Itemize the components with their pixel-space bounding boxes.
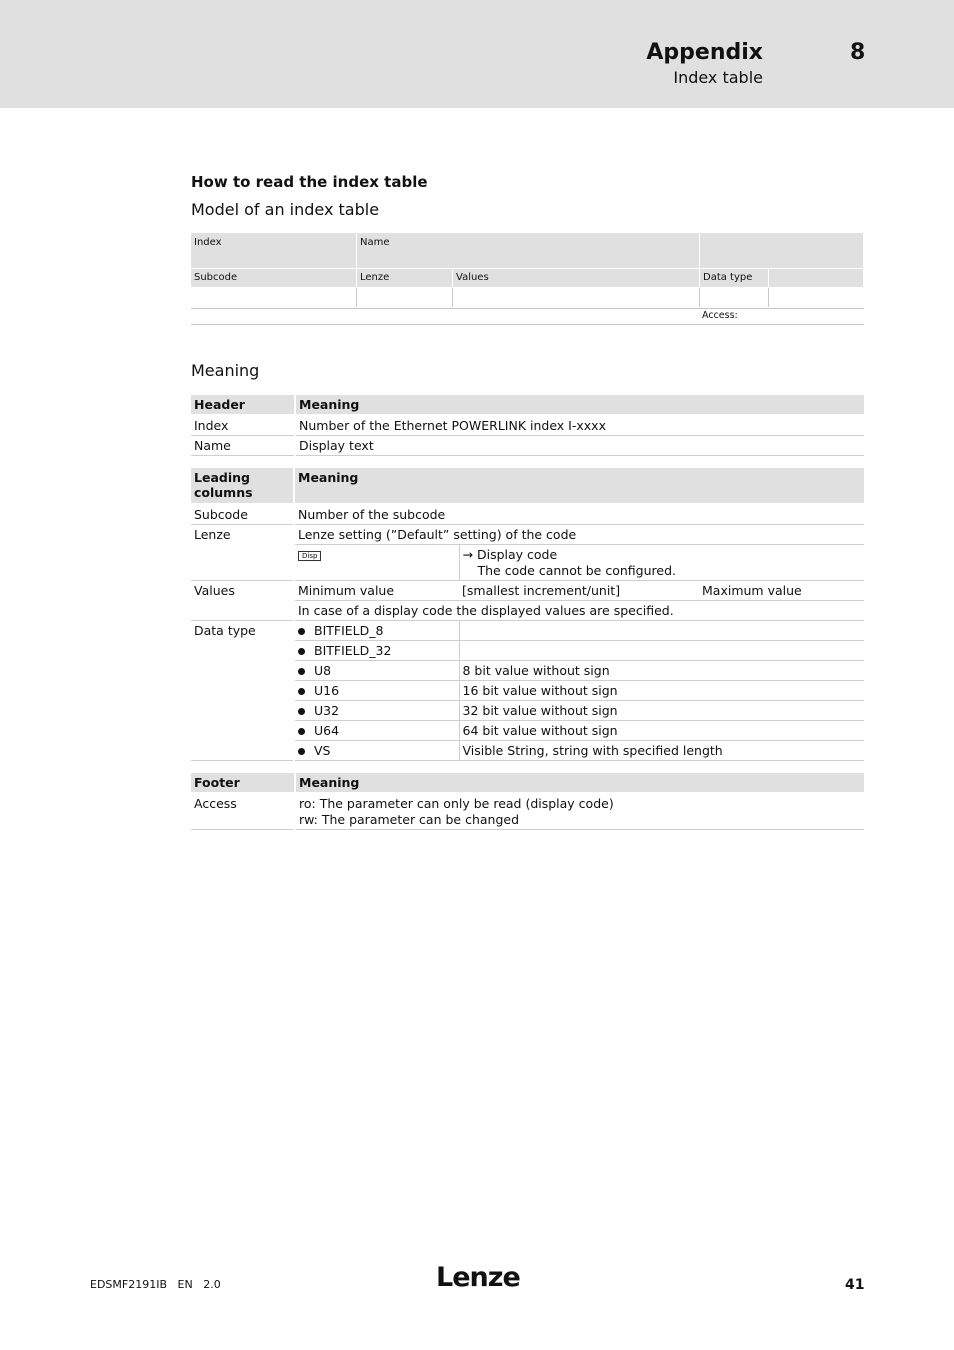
table-row [191,504,864,525]
table-row [191,436,864,456]
page-header [0,0,954,108]
display-code-label: Display code [476,547,558,562]
model-name-cell: Name [357,233,699,268]
model-subcode-cell: Subcode [191,269,356,287]
table-head: Footer [191,773,295,793]
meaning-title: Meaning [191,361,260,380]
table-head: Meaning [295,395,864,415]
model-access-label: Access: [702,310,738,321]
disp-cell [294,545,459,581]
model-values-cell: Values [453,269,699,287]
type-desc-cell [459,641,864,661]
bullet-icon [298,748,305,755]
table-row [191,581,864,601]
arrow-icon: → [462,547,473,562]
meaning-cell [295,793,864,830]
type-desc-cell: Visible String, string with specified length [459,741,864,761]
header-meaning-table [191,395,864,456]
type-cell [294,721,459,741]
footer-meaning-table [191,773,864,830]
meaning-cell: Number of the Ethernet POWERLINK index I-xxxx [295,415,864,436]
bullet-icon [298,728,305,735]
divider [191,324,864,325]
section-title: How to read the index table [191,173,428,191]
increment-cell: [smallest increment/unit] [459,581,699,601]
type-label: U16 [314,683,340,698]
meaning-cell: Lenze setting (”Default” setting) of the code [294,525,864,545]
bullet-icon [298,708,305,715]
term-cell: Values [191,581,294,621]
term-cell: Data type [191,621,294,761]
leading-meaning-table [191,468,864,761]
table-row [191,415,864,436]
type-cell [294,621,459,641]
access-line: rw: The parameter can be changed [299,812,520,827]
bullet-icon [298,628,305,635]
table-head: Header [191,395,295,415]
table-head: Meaning [295,773,864,793]
doc-lang: EN [177,1278,193,1291]
bullet-icon [298,688,305,695]
divider [356,288,357,307]
doc-version: 2.0 [203,1278,221,1291]
model-title: Model of an index table [191,200,380,219]
type-label: BITFIELD_32 [314,643,392,658]
doc-info [90,1278,221,1291]
access-line: ro: The parameter can only be read (display code) [299,796,614,811]
table-row [191,793,864,830]
type-desc-cell: 64 bit value without sign [459,721,864,741]
type-label: VS [314,743,331,758]
divider [768,288,769,307]
min-value-cell: Minimum value [294,581,459,601]
type-desc-cell [459,621,864,641]
type-cell [294,661,459,681]
model-index-cell: Index [191,233,356,268]
model-empty-cell [700,233,863,268]
type-label: U8 [314,663,332,678]
bullet-icon [298,668,305,675]
display-code-note: The code cannot be configured. [477,563,676,578]
type-label: BITFIELD_8 [314,623,384,638]
term-cell: Index [191,415,295,436]
type-label: U64 [314,723,340,738]
bullet-icon [298,648,305,655]
type-desc-cell: 16 bit value without sign [459,681,864,701]
table-row [191,621,864,641]
meaning-cell: Number of the subcode [294,504,864,525]
term-cell: Access [191,793,295,830]
model-blank-cell [769,269,863,287]
table-head: Meaning [294,468,864,504]
term-cell: Lenze [191,525,294,581]
display-code-cell [459,545,864,581]
page-number: 41 [845,1277,865,1293]
type-label: U32 [314,703,340,718]
values-note-cell: In case of a display code the displayed values are specified. [294,601,864,621]
chapter-subtitle: Index table [673,68,763,87]
max-value-cell: Maximum value [699,581,864,601]
type-desc-cell: 32 bit value without sign [459,701,864,721]
term-cell: Name [191,436,295,456]
type-cell [294,701,459,721]
table-head: Leading columns [191,468,294,504]
meaning-cell: Display text [295,436,864,456]
term-cell: Subcode [191,504,294,525]
divider [191,308,864,309]
disp-badge: Disp [298,551,321,561]
lenze-logo: Lenze [436,1262,520,1293]
model-datatype-cell: Data type [700,269,768,287]
chapter-title: Appendix [646,40,763,65]
divider [699,288,700,307]
table-row [191,525,864,545]
type-desc-cell: 8 bit value without sign [459,661,864,681]
chapter-number: 8 [850,40,866,65]
type-cell [294,641,459,661]
divider [452,288,453,307]
model-lenze-cell: Lenze [357,269,452,287]
doc-id: EDSMF2191IB [90,1278,168,1291]
type-cell [294,741,459,761]
type-cell [294,681,459,701]
